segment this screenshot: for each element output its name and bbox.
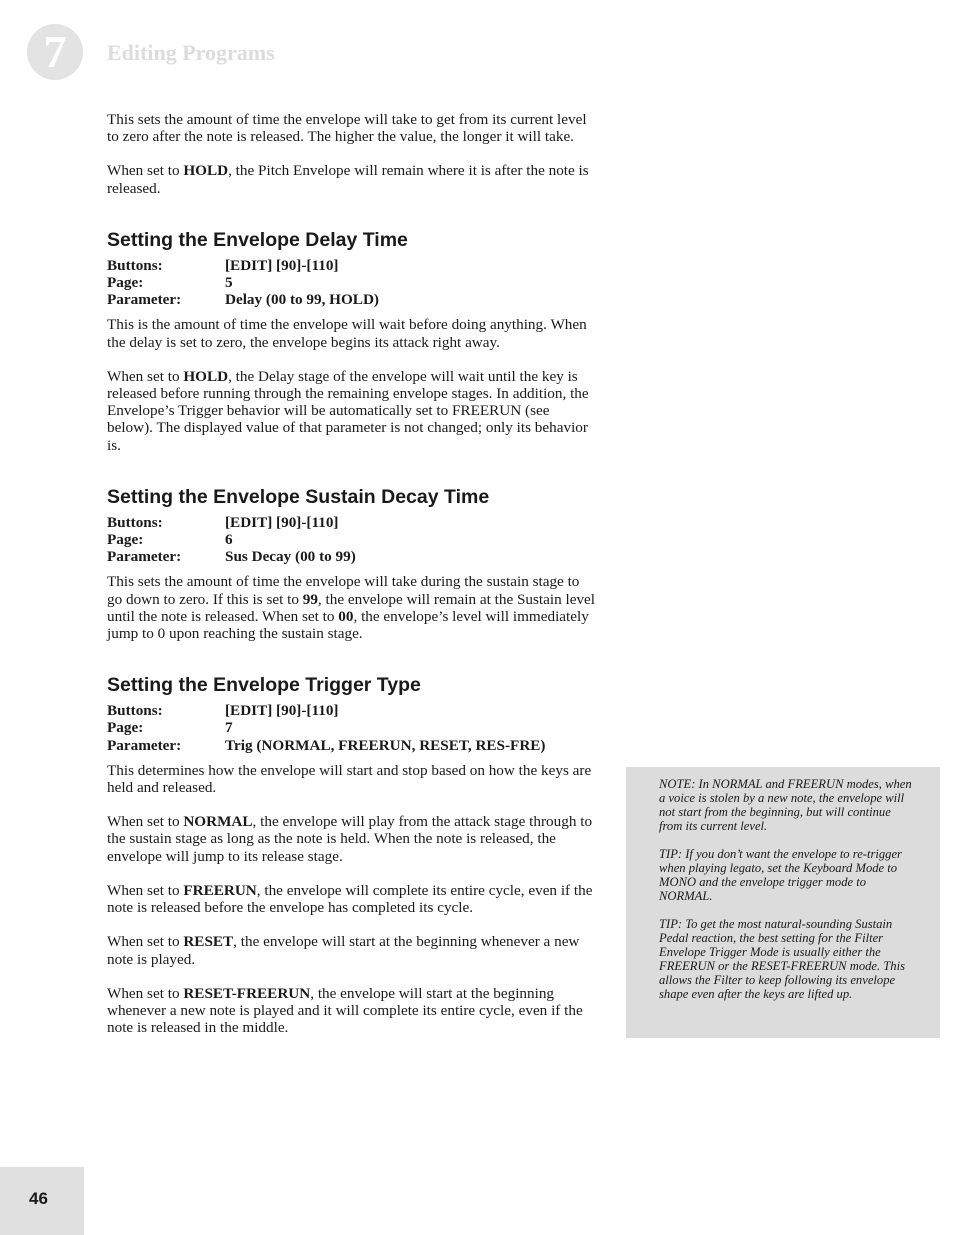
sidebar-note: NOTE: In NORMAL and FREERUN modes, when a voice is stolen by a new note, the envelope will not start from the beginning, but will continue from its current level. xyxy=(659,777,912,833)
trigger-reset-freerun-paragraph: When set to RESET-FREERUN, the envelope will start at the beginning whenever a new note is played and it will complete its entire cycle, even if the note is released in the middle. xyxy=(107,984,583,1037)
trigger-spec: Buttons: [EDIT] [90]-[110] Page: 7 Parameter: Trig (NORMAL, FREERUN, RESET, RES-FRE) xyxy=(107,702,546,754)
sustain-paragraph: This sets the amount of time the envelope will take during the sustain stage to go down to zero. If this is set to 99, the envelope will remain at the Sustain level until the note is released. When set to 00, the envelope’s level will immediately jump to 0 upon reaching the sustain stage. xyxy=(107,573,596,643)
delay-heading: Setting the Envelope Delay Time xyxy=(107,228,408,251)
sidebar-tip-sustain-pedal: TIP: To get the most natural-sounding Sustain Pedal reaction, the best setting for the Filter Envelope Trigger Mode is usually either the FREERUN or the RESET-FREERUN mode. This allows the Filter to keep following its envelope shape even after the keys are lifted up. xyxy=(659,917,906,1001)
page-number-tab xyxy=(0,1167,84,1235)
chapter-number-badge: 7 xyxy=(27,24,83,80)
delay-hold-paragraph: When set to HOLD, the Delay stage of the envelope will wait until the key is released before running through the remaining envelope stages. In addition, the Envelope’s Trigger behavior will be automatically set to FREERUN (see below). The displayed value of that parameter is not changed; only its behavior is. xyxy=(107,367,589,454)
delay-paragraph: This is the amount of time the envelope will wait before doing anything. When the delay is set to zero, the envelope begins its attack right away. xyxy=(107,316,587,351)
trigger-reset-paragraph: When set to RESET, the envelope will start at the beginning whenever a new note is played. xyxy=(107,933,580,968)
intro-hold-paragraph: When set to HOLD, the Pitch Envelope will remain where it is after the note is released. xyxy=(107,162,589,197)
trigger-normal-paragraph: When set to NORMAL, the envelope will play from the attack stage through to the sustain stage as long as the note is held. When the note is released, the envelope will jump to its release stage. xyxy=(107,813,593,865)
sustain-heading: Setting the Envelope Sustain Decay Time xyxy=(107,485,490,508)
main-content xyxy=(107,111,597,1036)
notes-sidebar xyxy=(626,767,940,1038)
trigger-heading: Setting the Envelope Trigger Type xyxy=(107,674,421,697)
sustain-spec: Buttons: [EDIT] [90]-[110] Page: 6 Parameter: Sus Decay (00 to 99) xyxy=(107,513,356,566)
chapter-title: Editing Programs xyxy=(107,40,275,65)
sidebar-tip-legato: TIP: If you don’t want the envelope to re-trigger when playing legato, set the Keyboard Mode to MONO and the envelope trigger mode to NORMAL. xyxy=(659,847,902,903)
delay-spec: Buttons: [EDIT] [90]-[110] Page: 5 Parameter: Delay (00 to 99, HOLD) xyxy=(107,256,379,309)
intro-paragraph: This sets the amount of time the envelope will take to get from its current level to zero after the note is released. The higher the value, the longer it will take. xyxy=(107,111,587,146)
trigger-paragraph: This determines how the envelope will start and stop based on how the keys are held and released. xyxy=(107,761,592,797)
trigger-freerun-paragraph: When set to FREERUN, the envelope will complete its entire cycle, even if the note is released before the envelope has completed its cycle. xyxy=(107,881,593,917)
page-number: 46 xyxy=(29,1189,48,1208)
